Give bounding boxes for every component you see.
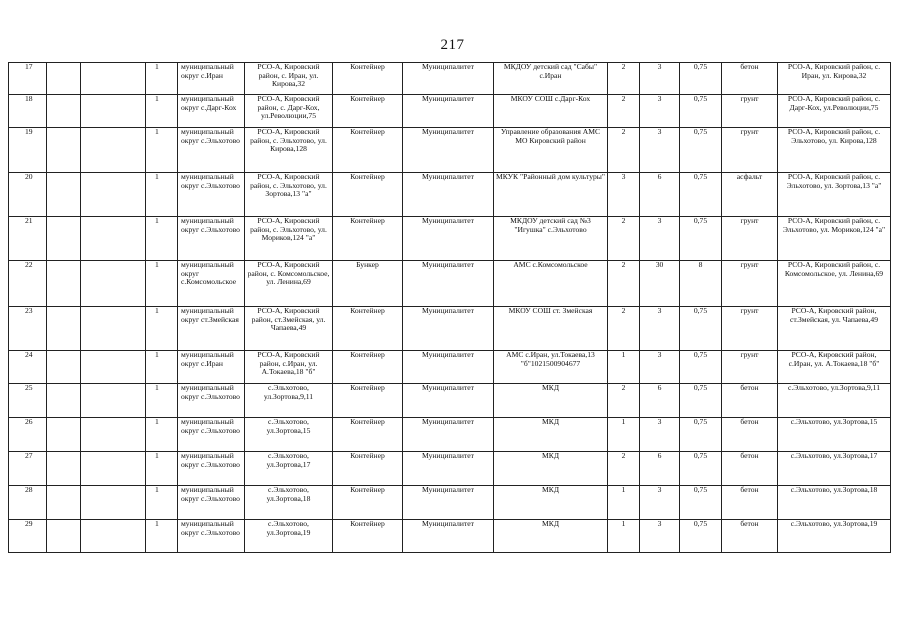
quantity-cell: 1 [146,452,178,486]
organization-cell: МКОУ СОШ с.Дарг-Кох [494,95,608,128]
surface-cell: бетон [722,384,778,418]
capacity-cell: 0,75 [680,520,722,553]
blank-cell [81,486,146,520]
container-type-cell: Контейнер [333,418,403,452]
owner-cell: Муниципалитет [403,217,494,261]
table-row [9,128,891,173]
table-body [9,63,891,553]
container-type-cell: Контейнер [333,95,403,128]
district-cell: муниципальный округ с.Комсомольское [178,261,245,307]
location-cell: с.Эльхотово, ул.Зортова,19 [778,520,891,553]
volume-cell: 6 [640,173,680,217]
volume-cell: 6 [640,452,680,486]
surface-cell: бетон [722,452,778,486]
quantity-cell: 1 [146,520,178,553]
organization-cell: МКОУ СОШ ст. Змейская [494,307,608,351]
organization-cell: МКД [494,486,608,520]
owner-cell: Муниципалитет [403,351,494,384]
quantity-cell: 1 [146,63,178,95]
table-row [9,452,891,486]
container-count-cell: 2 [608,261,640,307]
blank-cell [81,217,146,261]
location-cell: РСО-А, Кировский район, с. Комсомольское, ул. Ленина,69 [778,261,891,307]
surface-cell: бетон [722,486,778,520]
table-row [9,418,891,452]
blank-cell [81,452,146,486]
blank-cell [47,173,81,217]
owner-cell: Муниципалитет [403,384,494,418]
row-number: 20 [9,173,47,217]
address-cell: с.Эльхотово, ул.Зортова,17 [245,452,333,486]
blank-cell [47,384,81,418]
container-count-cell: 2 [608,128,640,173]
row-number: 27 [9,452,47,486]
location-cell: с.Эльхотово, ул.Зортова,18 [778,486,891,520]
blank-cell [81,128,146,173]
owner-cell: Муниципалитет [403,452,494,486]
district-cell: муниципальный округ с.Дарг-Кох [178,95,245,128]
table-row [9,351,891,384]
owner-cell: Муниципалитет [403,261,494,307]
volume-cell: 3 [640,486,680,520]
capacity-cell: 0,75 [680,307,722,351]
district-cell: муниципальный округ с.Эльхотово [178,418,245,452]
container-type-cell: Контейнер [333,351,403,384]
organization-cell: Управление образования АМС МО Кировский район [494,128,608,173]
capacity-cell: 0,75 [680,384,722,418]
location-cell: РСО-А, Кировский район, с. Эльхотово, ул. Кирова,128 [778,128,891,173]
quantity-cell: 1 [146,307,178,351]
address-cell: РСО-А, Кировский район, с. Дарг-Кох, ул.Революции,75 [245,95,333,128]
row-number: 18 [9,95,47,128]
quantity-cell: 1 [146,217,178,261]
container-count-cell: 2 [608,63,640,95]
owner-cell: Муниципалитет [403,307,494,351]
district-cell: муниципальный округ ст.Змейская [178,307,245,351]
blank-cell [81,384,146,418]
address-cell: с.Эльхотово, ул.Зортова,19 [245,520,333,553]
volume-cell: 6 [640,384,680,418]
container-type-cell: Контейнер [333,307,403,351]
quantity-cell: 1 [146,173,178,217]
district-cell: муниципальный округ с.Эльхотово [178,486,245,520]
volume-cell: 3 [640,307,680,351]
quantity-cell: 1 [146,486,178,520]
organization-cell: АМС с.Комсомольское [494,261,608,307]
location-cell: РСО-А, Кировский район, ст.Змейская, ул. Чапаева,49 [778,307,891,351]
address-cell: РСО-А, Кировский район, с. Комсомольское, ул. Ленина,69 [245,261,333,307]
surface-cell: грунт [722,128,778,173]
container-count-cell: 1 [608,351,640,384]
address-cell: РСО-А, Кировский район, с. Эльхотово, ул. Мориков,124 "а" [245,217,333,261]
address-cell: РСО-А, Кировский район, с. Эльхотово, ул. Зортова,13 "а" [245,173,333,217]
blank-cell [81,307,146,351]
location-cell: с.Эльхотово, ул.Зортова,15 [778,418,891,452]
capacity-cell: 0,75 [680,351,722,384]
organization-cell: МКД [494,418,608,452]
district-cell: муниципальный округ с.Эльхотово [178,173,245,217]
container-type-cell: Контейнер [333,520,403,553]
blank-cell [81,173,146,217]
table-row [9,307,891,351]
owner-cell: Муниципалитет [403,486,494,520]
blank-cell [47,418,81,452]
district-cell: муниципальный округ с.Ирaн [178,351,245,384]
container-type-cell: Контейнер [333,128,403,173]
organization-cell: МКД [494,384,608,418]
address-cell: с.Эльхотово, ул.Зортова,9,11 [245,384,333,418]
container-type-cell: Контейнер [333,486,403,520]
organization-cell: АМС с.Ирaн, ул.Токаева,13 "б"1021500904677 [494,351,608,384]
volume-cell: 3 [640,217,680,261]
capacity-cell: 0,75 [680,95,722,128]
capacity-cell: 8 [680,261,722,307]
quantity-cell: 1 [146,128,178,173]
address-cell: с.Эльхотово, ул.Зортова,18 [245,486,333,520]
address-cell: с.Эльхотово, ул.Зортова,15 [245,418,333,452]
quantity-cell: 1 [146,261,178,307]
row-number: 23 [9,307,47,351]
surface-cell: грунт [722,307,778,351]
blank-cell [47,128,81,173]
container-type-cell: Контейнер [333,173,403,217]
table-row [9,217,891,261]
surface-cell: грунт [722,95,778,128]
owner-cell: Муниципалитет [403,95,494,128]
container-count-cell: 2 [608,217,640,261]
surface-cell: асфальт [722,173,778,217]
row-number: 21 [9,217,47,261]
table-row [9,384,891,418]
surface-cell: бетон [722,418,778,452]
container-count-cell: 2 [608,452,640,486]
row-number: 19 [9,128,47,173]
blank-cell [47,486,81,520]
organization-cell: МКДОУ детский сад №3 "Игушка" с.Эльхотово [494,217,608,261]
container-count-cell: 2 [608,95,640,128]
table-row [9,173,891,217]
capacity-cell: 0,75 [680,452,722,486]
blank-cell [47,63,81,95]
row-number: 17 [9,63,47,95]
table-row [9,261,891,307]
owner-cell: Муниципалитет [403,173,494,217]
container-count-cell: 1 [608,520,640,553]
district-cell: муниципальный округ с.Эльхотово [178,217,245,261]
district-cell: муниципальный округ с.Эльхотово [178,520,245,553]
container-type-cell: Бункер [333,261,403,307]
organization-cell: МКД [494,452,608,486]
row-number: 24 [9,351,47,384]
container-type-cell: Контейнер [333,217,403,261]
organization-cell: МКД [494,520,608,553]
location-cell: РСО-А, Кировский район, с. Эльхотово, ул. Мориков,124 "а" [778,217,891,261]
container-type-cell: Контейнер [333,384,403,418]
quantity-cell: 1 [146,351,178,384]
address-cell: РСО-А, Кировский район, с.Ирaн, ул. А.Токаева,18 "б" [245,351,333,384]
location-cell: РСО-А, Кировский район, с. Эльхотово, ул. Зортова,13 "а" [778,173,891,217]
location-cell: РСО-А, Кировский район, с.Ирaн, ул. А.Токаева,18 "б" [778,351,891,384]
volume-cell: 3 [640,418,680,452]
volume-cell: 3 [640,351,680,384]
blank-cell [81,261,146,307]
blank-cell [81,95,146,128]
container-count-cell: 1 [608,418,640,452]
blank-cell [81,63,146,95]
volume-cell: 3 [640,63,680,95]
container-type-cell: Контейнер [333,452,403,486]
container-type-cell: Контейнер [333,63,403,95]
waste-site-registry-table [8,62,891,553]
row-number: 26 [9,418,47,452]
district-cell: муниципальный округ с.Эльхотово [178,128,245,173]
blank-cell [81,351,146,384]
quantity-cell: 1 [146,95,178,128]
table-row [9,63,891,95]
address-cell: РСО-А, Кировский район, ст.Змейская, ул. Чапаева,49 [245,307,333,351]
quantity-cell: 1 [146,384,178,418]
surface-cell: грунт [722,217,778,261]
blank-cell [47,452,81,486]
organization-cell: МКУК "Районный дом культуры" [494,173,608,217]
blank-cell [47,217,81,261]
capacity-cell: 0,75 [680,173,722,217]
page-number: 217 [440,37,465,53]
blank-cell [47,520,81,553]
owner-cell: Муниципалитет [403,63,494,95]
volume-cell: 3 [640,95,680,128]
container-count-cell: 1 [608,486,640,520]
blank-cell [47,307,81,351]
container-count-cell: 2 [608,307,640,351]
owner-cell: Муниципалитет [403,128,494,173]
blank-cell [47,261,81,307]
capacity-cell: 0,75 [680,486,722,520]
owner-cell: Муниципалитет [403,418,494,452]
quantity-cell: 1 [146,418,178,452]
capacity-cell: 0,75 [680,418,722,452]
blank-cell [81,418,146,452]
table-row [9,520,891,553]
surface-cell: грунт [722,351,778,384]
address-cell: РСО-А, Кировский район, с. Ирaн, ул. Кирова,32 [245,63,333,95]
surface-cell: грунт [722,261,778,307]
surface-cell: бетон [722,520,778,553]
organization-cell: МКДОУ детский сад "Сабы" с.Ирaн [494,63,608,95]
container-count-cell: 2 [608,384,640,418]
district-cell: муниципальный округ с.Эльхотово [178,384,245,418]
district-cell: муниципальный округ с.Эльхотово [178,452,245,486]
capacity-cell: 0,75 [680,217,722,261]
row-number: 29 [9,520,47,553]
district-cell: муниципальный округ с.Ирaн [178,63,245,95]
blank-cell [81,520,146,553]
volume-cell: 3 [640,128,680,173]
blank-cell [47,95,81,128]
location-cell: с.Эльхотово, ул.Зортова,9,11 [778,384,891,418]
capacity-cell: 0,75 [680,63,722,95]
surface-cell: бетон [722,63,778,95]
capacity-cell: 0,75 [680,128,722,173]
table-row [9,95,891,128]
row-number: 25 [9,384,47,418]
owner-cell: Муниципалитет [403,520,494,553]
volume-cell: 30 [640,261,680,307]
address-cell: РСО-А, Кировский район, с. Эльхотово, ул. Кирова,128 [245,128,333,173]
blank-cell [47,351,81,384]
location-cell: с.Эльхотово, ул.Зортова,17 [778,452,891,486]
location-cell: РСО-А, Кировский район, с. Ирaн, ул. Кирова,32 [778,63,891,95]
row-number: 28 [9,486,47,520]
container-count-cell: 3 [608,173,640,217]
location-cell: РСО-А, Кировский район, с. Дарг-Кох, ул.Революции,75 [778,95,891,128]
table-row [9,486,891,520]
volume-cell: 3 [640,520,680,553]
row-number: 22 [9,261,47,307]
